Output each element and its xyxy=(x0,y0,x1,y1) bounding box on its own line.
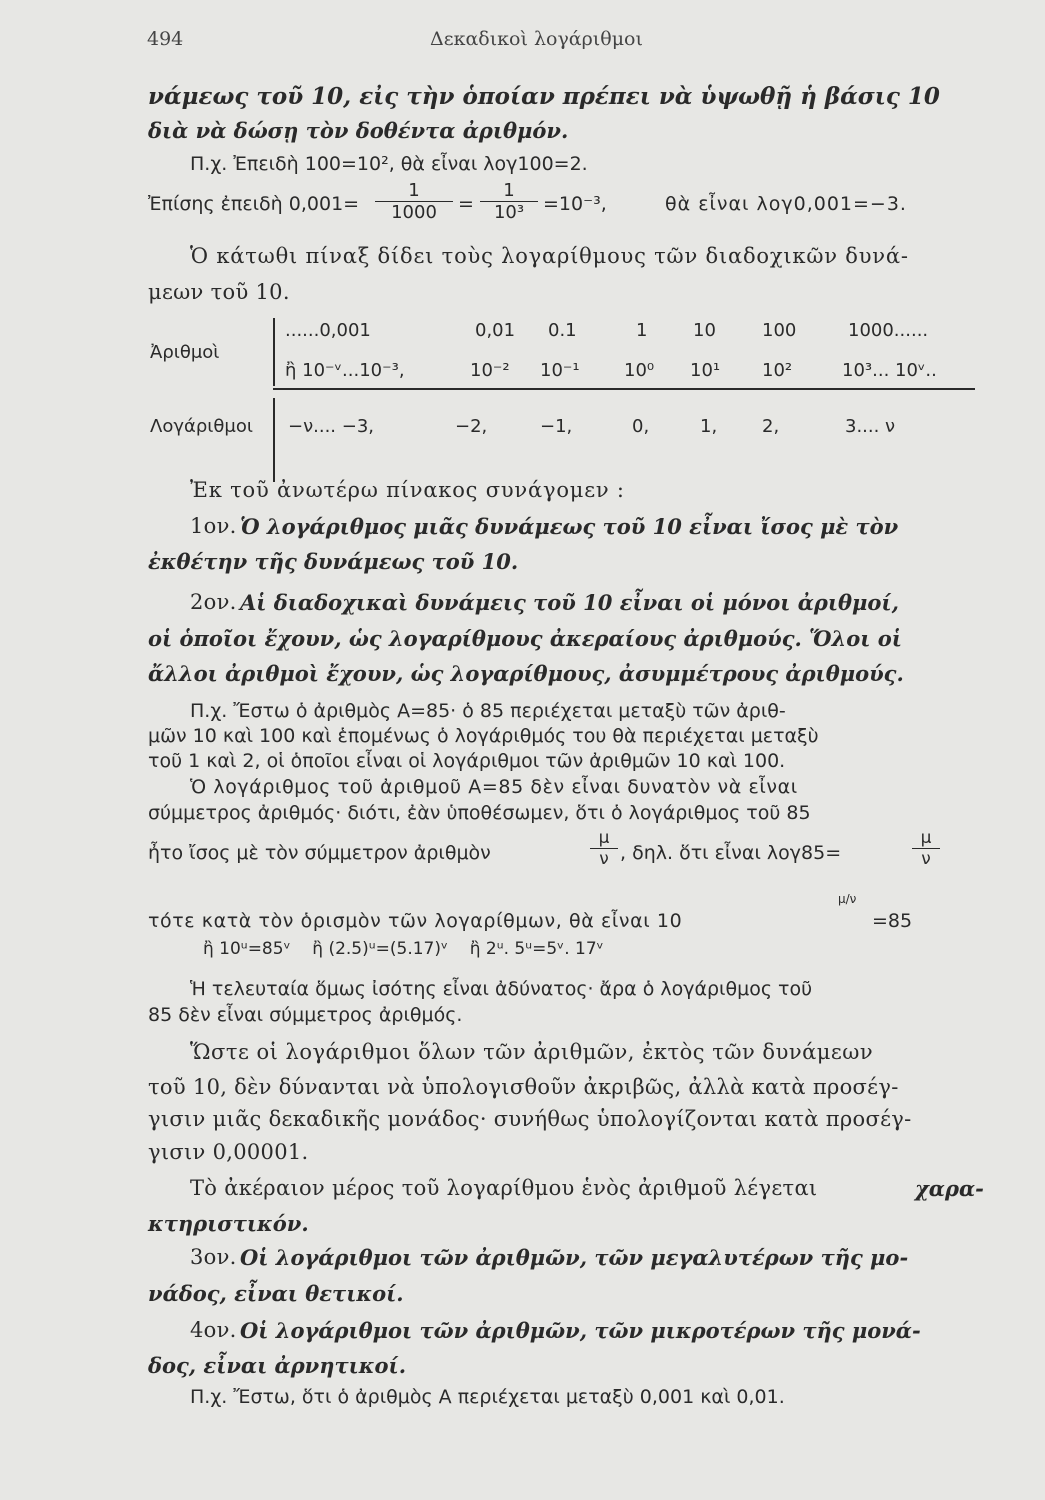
log-cell: 0, xyxy=(632,416,650,437)
fraction-1-over-10-cubed xyxy=(480,180,538,223)
fraction-denominator: ν xyxy=(599,849,609,869)
rule-4-number: 4ον. xyxy=(190,1318,237,1342)
power-cell: 10² xyxy=(762,360,793,381)
fraction-mu-over-nu xyxy=(912,828,940,869)
fraction-1-over-1000 xyxy=(375,180,453,223)
example-2-mid: =10⁻³, xyxy=(543,193,607,215)
intro-line-2: διὰ νὰ δώσῃ τὸν δοθέντα ἀριθμόν. xyxy=(148,118,569,143)
number-cell: 100 xyxy=(762,320,797,341)
power-cell: 10⁻² xyxy=(470,360,510,381)
final-example: Π.χ. Ἔστω, ὅτι ὁ ἀριθμὸς Α περιέχεται μεταξὺ 0,001 καὶ 0,01. xyxy=(190,1386,785,1408)
example-85-line-2: μῶν 10 καὶ 100 καὶ ἑπομένως ὁ λογάριθμός του θὰ περιέχεται μεταξὺ xyxy=(148,725,819,747)
so-line-1: Ὥστε οἱ λογάριθμοι ὅλων τῶν ἀριθμῶν, ἐκτὸς τῶν δυνάμεων xyxy=(190,1040,874,1064)
example-85-line-4: Ὁ λογάριθμος τοῦ ἀριθμοῦ Α=85 δὲν εἶναι δυνατὸν νὰ εἶναι xyxy=(190,776,798,798)
table-divider-horizontal xyxy=(273,388,975,390)
characteristic-term-b: κτηριστικόν. xyxy=(148,1211,309,1236)
exponent-mu-over-nu: μ/ν xyxy=(838,892,857,906)
example-85-line-3: τοῦ 1 καὶ 2, οἱ ὁποῖοι εἶναι οἱ λογάριθμοι τῶν ἀριθμῶν 10 καὶ 100. xyxy=(148,750,786,772)
row-label-logs: Λογάριθμοι xyxy=(150,416,253,437)
characteristic-line-1: Τὸ ἀκέραιον μέρος τοῦ λογαρίθμου ἑνὸς ἀριθμοῦ λέγεται xyxy=(190,1176,818,1200)
rule-3-line-1: Οἱ λογάριθμοι τῶν ἀριθμῶν, τῶν μεγαλυτέρων τῆς μο- xyxy=(240,1245,909,1270)
characteristic-term-a: χαρα- xyxy=(915,1176,984,1201)
table-divider-vertical-top xyxy=(273,318,275,386)
number-cell: 0.1 xyxy=(548,320,577,341)
example-85-line-5: σύμμετρος ἀριθμός· διότι, ἐὰν ὑποθέσωμεν, ὅτι ὁ λογάριθμος τοῦ 85 xyxy=(148,802,811,824)
example-85-line-8: ἢ 10ᵘ=85ᵛ ἢ (2.5)ᵘ=(5.17)ᵛ ἢ 2ᵘ. 5ᵘ=5ᵛ. 17ᵛ xyxy=(203,939,604,959)
example-85-line-1: Π.χ. Ἔστω ὁ ἀριθμὸς Α=85· ὁ 85 περιέχεται μεταξὺ τῶν ἀριθ- xyxy=(190,700,786,722)
fraction-denominator: ν xyxy=(921,849,931,869)
fraction-denominator: 10³ xyxy=(493,202,525,223)
log-cell: −ν.... −3, xyxy=(288,416,375,437)
example-85-line-6b: , δηλ. ὅτι εἶναι λογ85= xyxy=(620,842,842,864)
table-intro-line-1: Ὁ κάτωθι πίναξ δίδει τοὺς λογαρίθμους τῶν διαδοχικῶν δυνά- xyxy=(190,244,909,268)
example-1: Π.χ. Ἐπειδὴ 100=10², θὰ εἶναι λογ100=2. xyxy=(190,153,588,175)
row-label-numbers: Ἀριθμοὶ xyxy=(150,342,220,363)
rule-1-number: 1ον. xyxy=(190,514,237,538)
power-cell: 10¹ xyxy=(690,360,721,381)
example-85-line-7: τότε κατὰ τὸν ὁρισμὸν τῶν λογαρίθμων, θὰ εἶναι 10 xyxy=(148,910,683,932)
number-cell: 1 xyxy=(636,320,648,341)
power-cell: 10³... 10ᵛ.. xyxy=(842,360,937,381)
rule-4-line-2: δος, εἶναι ἀρνητικοί. xyxy=(148,1353,407,1378)
log-cell: 1, xyxy=(700,416,718,437)
example-85-line-10: 85 δὲν εἶναι σύμμετρος ἀριθμός. xyxy=(148,1004,463,1026)
example-85-line-7-end: =85 xyxy=(872,910,913,932)
so-line-2: τοῦ 10, δὲν δύνανται νὰ ὑπολογισθοῦν ἀκριβῶς, ἀλλὰ κατὰ προσέγ- xyxy=(148,1075,899,1099)
rule-1-line-2: ἐκθέτην τῆς δυνάμεως τοῦ 10. xyxy=(148,549,519,574)
number-cell: 10 xyxy=(693,320,716,341)
rule-3-line-2: νάδος, εἶναι θετικοί. xyxy=(148,1281,404,1306)
power-cell: 10⁰ xyxy=(624,360,655,381)
so-line-3: γισιν μιᾶς δεκαδικῆς μονάδος· συνήθως ὑπολογίζονται κατὰ προσέγ- xyxy=(148,1107,912,1131)
so-line-4: γισιν 0,00001. xyxy=(148,1140,309,1164)
example-85-line-9: Ἡ τελευταία ὅμως ἰσότης εἶναι ἀδύνατος· ἄρα ὁ λογάριθμος τοῦ xyxy=(190,978,813,1000)
rule-1-line-1: Ὁ λογάριθμος μιᾶς δυνάμεως τοῦ 10 εἶναι ἴσος μὲ τὸν xyxy=(240,514,899,539)
fraction-mu-over-nu xyxy=(590,828,618,869)
table-intro-line-2: μεων τοῦ 10. xyxy=(148,280,290,304)
fraction-denominator: 1000 xyxy=(391,202,437,223)
example-2-suffix: θὰ εἶναι λογ0,001=−3. xyxy=(665,193,907,215)
fraction-numerator: μ xyxy=(590,828,618,849)
fraction-numerator: μ xyxy=(912,828,940,849)
power-cell: ἢ 10⁻ᵛ...10⁻³, xyxy=(285,360,405,381)
rule-4-line-1: Οἱ λογάριθμοι τῶν ἀριθμῶν, τῶν μικροτέρων τῆς μονά- xyxy=(240,1318,921,1343)
equals-sign: = xyxy=(458,193,474,215)
rule-2-number: 2ον. xyxy=(190,590,237,614)
power-cell: 10⁻¹ xyxy=(540,360,580,381)
conclusion-line: Ἐκ τοῦ ἀνωτέρω πίνακος συνάγομεν : xyxy=(190,478,625,502)
number-cell: 1000...... xyxy=(848,320,929,341)
example-2-prefix: Ἐπίσης ἐπειδὴ 0,001= xyxy=(148,193,360,215)
log-cell: −2, xyxy=(455,416,488,437)
log-cell: 3.... ν xyxy=(845,416,896,437)
fraction-numerator: 1 xyxy=(375,180,453,202)
table-divider-vertical-bottom xyxy=(273,398,275,482)
page-number: 494 xyxy=(147,28,184,50)
rule-2-line-3: ἄλλοι ἀριθμοὶ ἔχουν, ὡς λογαρίθμους, ἀσυμμέτρους ἀριθμούς. xyxy=(148,661,904,686)
log-cell: 2, xyxy=(762,416,780,437)
log-cell: −1, xyxy=(540,416,573,437)
rule-2-line-1: Αἱ διαδοχικαὶ δυνάμεις τοῦ 10 εἶναι οἱ μόνοι ἀριθμοί, xyxy=(240,590,899,615)
number-cell: 0,01 xyxy=(475,320,516,341)
rule-2-line-2: οἱ ὁποῖοι ἔχουν, ὡς λογαρίθμους ἀκεραίους ἀριθμούς. Ὅλοι οἱ xyxy=(148,626,902,651)
fraction-numerator: 1 xyxy=(480,180,538,202)
intro-line-1: νάμεως τοῦ 10, εἰς τὴν ὁποίαν πρέπει νὰ ὑψωθῇ ἡ βάσις 10 xyxy=(148,83,940,110)
number-cell: ......0,001 xyxy=(285,320,371,341)
example-85-line-6a: ἦτο ἴσος μὲ τὸν σύμμετρον ἀριθμὸν xyxy=(148,842,491,864)
rule-3-number: 3ον. xyxy=(190,1245,237,1269)
running-title: Δεκαδικοὶ λογάριθμοι xyxy=(430,28,643,50)
